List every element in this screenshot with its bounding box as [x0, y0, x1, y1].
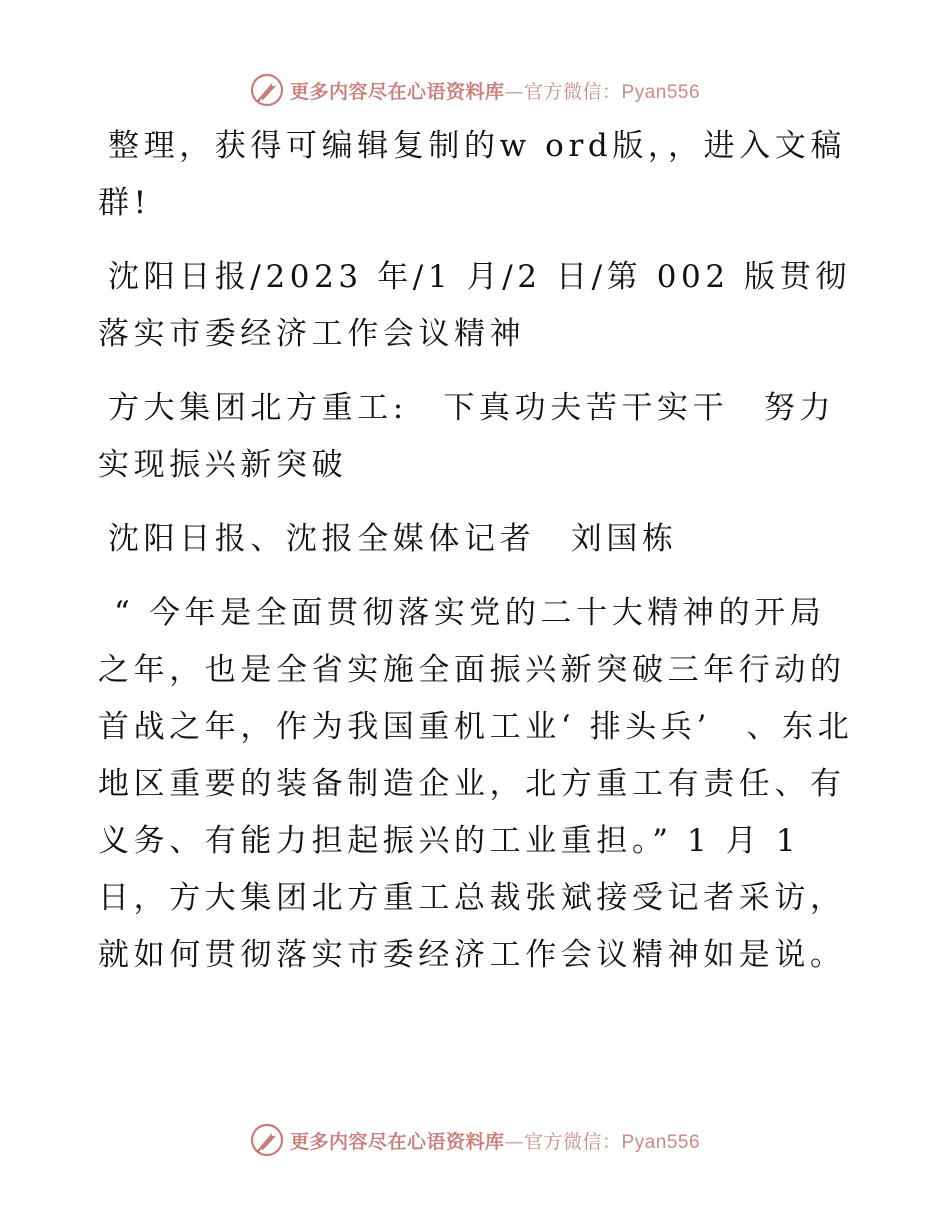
watermark-dash: —	[504, 1130, 524, 1153]
footer-watermark	[0, 1118, 950, 1162]
intro-paragraph: 整理，获得可编辑复制的w ord版，，进入文稿群!	[98, 128, 847, 221]
watermark-official: 官方微信	[523, 80, 602, 103]
document-body	[98, 118, 858, 1001]
watermark-wechat-id: Pyan556	[621, 1131, 701, 1153]
watermark-dash: —	[504, 80, 524, 103]
body-paragraph: “ 今年是全面贯彻落实党的二十大精神的开局之年，也是全省实施全面振兴新突破三年行动的首战之年，作为我国重机工业‘ 排头兵’ 、东北地区重要的装备制造企业，北方重工有责任、有义务、有能力担起振兴的工业重担。” 1 月 1 日，方大集团北方重工总裁张斌接受记者采访，就如何贯彻落实市委经济工作会议精神如是说。	[98, 595, 854, 973]
header-watermark	[0, 68, 950, 112]
watermark-brand: 更多内容尽在心语资料库	[289, 80, 505, 103]
watermark-separator: ：	[602, 80, 622, 103]
watermark-official: 官方微信	[523, 1130, 602, 1153]
watermark-text	[290, 77, 700, 104]
pen-logo-icon	[250, 73, 284, 107]
watermark-brand: 更多内容尽在心语资料库	[289, 1130, 505, 1153]
watermark-text	[290, 1127, 700, 1154]
byline: 沈阳日报、沈报全媒体记者 刘国栋	[108, 521, 678, 557]
watermark-wechat-id: Pyan556	[621, 81, 701, 103]
article-title: 方大集团北方重工: 下真功夫苦干实干 努力实现振兴新突破	[98, 390, 836, 483]
pen-logo-icon	[250, 1123, 284, 1157]
source-line: 沈阳日报/2023 年/1 月/2 日/第 002 版贯彻落实市委经济工作会议精神	[98, 259, 851, 352]
watermark-separator: ：	[602, 1130, 622, 1153]
